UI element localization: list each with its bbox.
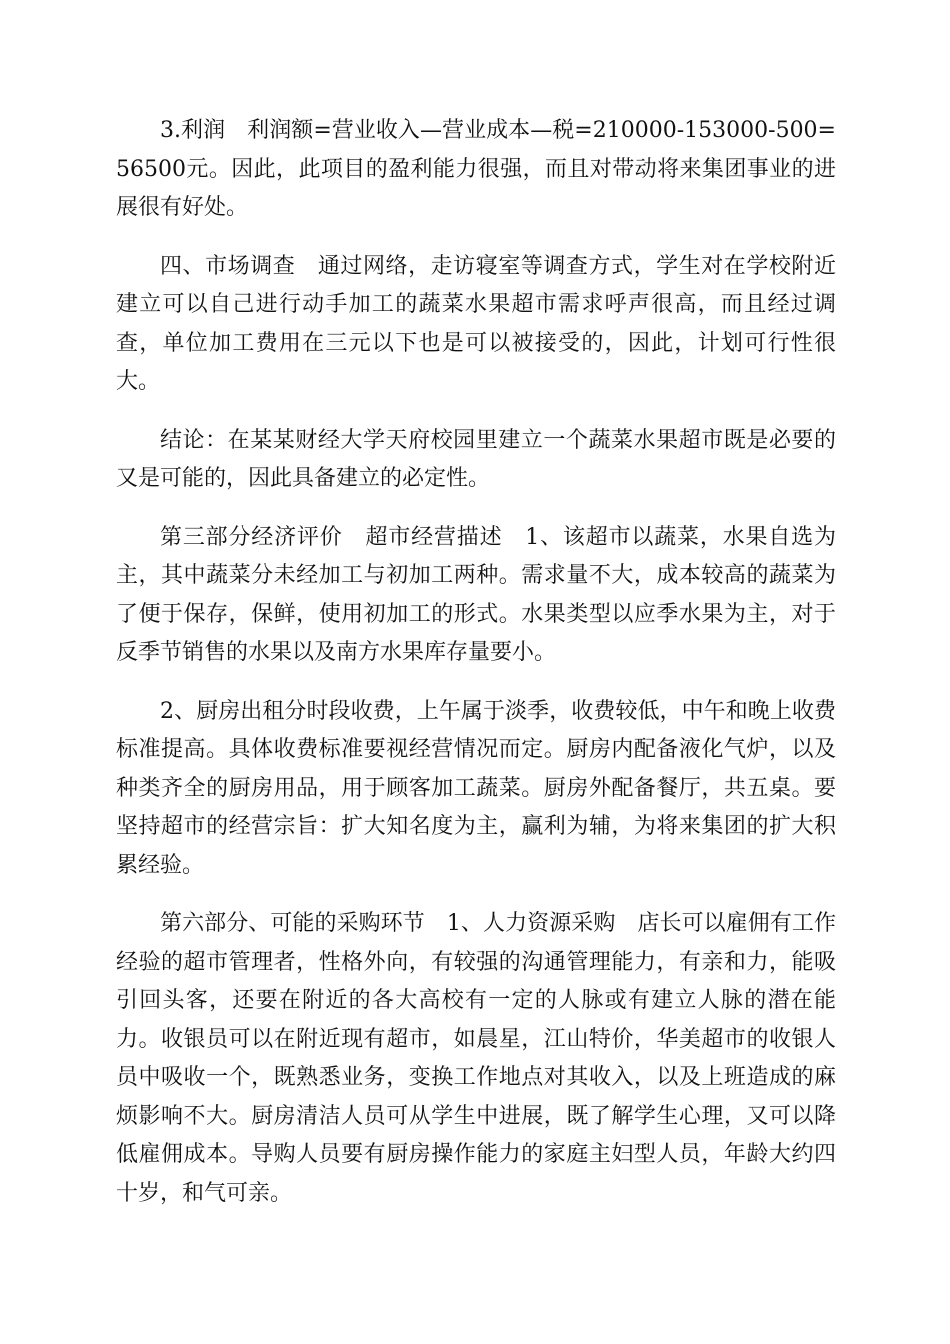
paragraph-economic-evaluation: 第三部分经济评价 超市经营描述 1、该超市以蔬菜，水果自选为主，其中蔬菜分未经加工与初加工两种。需求量不大，成本较高的蔬菜为了便于保存，保鲜，使用初加工的形式。水果类型以应季水果为主，对于反季节销售的水果以及南方水果库存量要小。 xyxy=(116,524,836,665)
paragraph-market-survey: 四、市场调查 通过网络，走访寝室等调查方式，学生对在学校附近建立可以自己进行动手加工的蔬菜水果超市需求呼声很高，而且经过调查，单位加工费用在三元以下也是可以被接受的，因此，计划可行性很大。 xyxy=(116,253,836,394)
paragraph-conclusion: 结论：在某某财经大学天府校园里建立一个蔬菜水果超市既是必要的又是可能的，因此具备建立的必定性。 xyxy=(116,427,836,491)
paragraph-profit: 3.利润 利润额=营业收入—营业成本—税=210000-153000-500=56500元。因此，此项目的盈利能力很强，而且对带动将来集团事业的进展很有好处。 xyxy=(116,118,836,220)
paragraph-kitchen-rental: 2、厨房出租分时段收费，上午属于淡季，收费较低，中午和晚上收费标准提高。具体收费标准要视经营情况而定。厨房内配备液化气炉，以及种类齐全的厨房用品，用于顾客加工蔬菜。厨房外配备餐厅，共五桌。要坚持超市的经营宗旨：扩大知名度为主，赢利为辅，为将来集团的扩大积累经验。 xyxy=(116,698,836,878)
document-page xyxy=(116,112,836,1233)
paragraph-procurement: 第六部分、可能的采购环节 1、人力资源采购 店长可以雇佣有工作经验的超市管理者，性格外向，有较强的沟通管理能力，有亲和力，能吸引回头客，还要在附近的各大高校有一定的人脉或有建立人脉的潜在能力。收银员可以在附近现有超市，如晨星，江山特价，华美超市的收银人员中吸收一个，既熟悉业务，变换工作地点对其收入，以及上班造成的麻烦影响不大。厨房清洁人员可从学生中进展，既了解学生心理，又可以降低雇佣成本。导购人员要有厨房操作能力的家庭主妇型人员，年龄大约四十岁，和气可亲。 xyxy=(116,911,836,1206)
